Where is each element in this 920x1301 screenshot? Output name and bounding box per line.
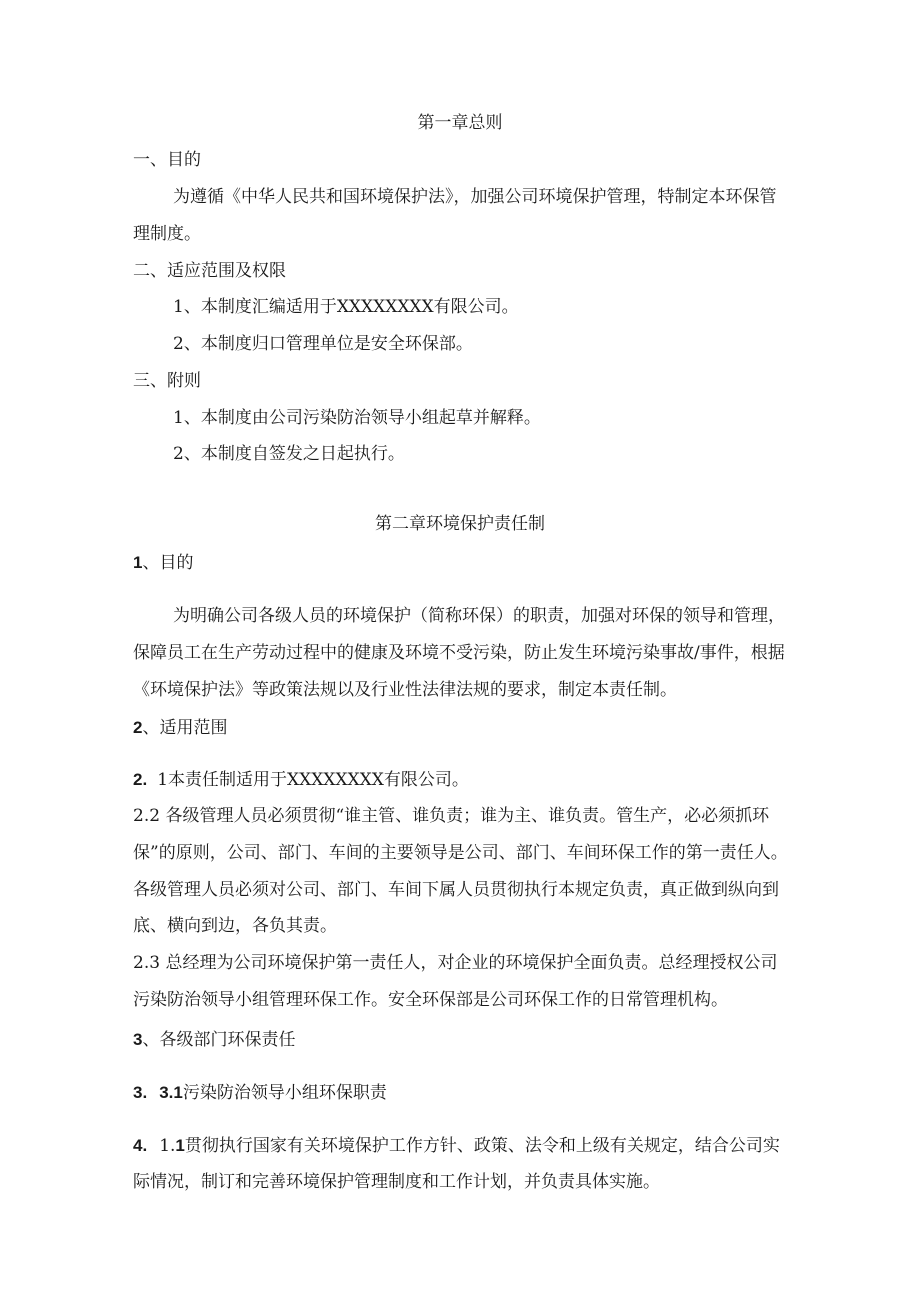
chapter2-section2-item2-line4: 底、横向到边，各负其责。 xyxy=(133,916,337,936)
chapter2-section1-paragraph-line3: 《环境保护法》等政策法规以及行业性法律法规的要求，制定本责任制。 xyxy=(133,680,677,700)
chapter2-subsection-heading xyxy=(133,1083,387,1103)
chapter2-section1-number: 1 xyxy=(133,553,143,572)
chapter2-section1-paragraph-line1: 为明确公司各级人员的环境保护（简称环保）的职责，加强对环保的领导和管理， xyxy=(173,606,785,626)
chapter2-item4-number: 4. xyxy=(133,1136,148,1155)
chapter2-section1-heading xyxy=(133,553,193,573)
chapter1-section2-item2: 2、本制度归口管理单位是安全环保部。 xyxy=(173,334,473,354)
chapter2-section2-heading-text: 、适用范围 xyxy=(142,718,228,738)
chapter2-section2-item1 xyxy=(133,770,469,790)
chapter2-title: 第二章环境保护责任制 xyxy=(375,514,545,534)
chapter2-section2-item3-line1: 2.3 总经理为公司环境保护第一责任人，对企业的环境保护全面负责。总经理授权公司 xyxy=(133,953,778,973)
chapter2-section2-number: 2 xyxy=(133,718,143,737)
chapter2-section2-item3-line2: 污染防治领导小组管理环保工作。安全环保部是公司环保工作的日常管理机构。 xyxy=(133,990,728,1010)
chapter2-section2-item2-line2: 保”的原则，公司、部门、车间的主要领导是公司、部门、车间环保工作的第一责任人。 xyxy=(133,843,788,863)
chapter1-section1-paragraph-line2: 理制度。 xyxy=(133,224,201,244)
chapter1-section1-heading: 一、目的 xyxy=(133,150,201,170)
chapter2-subsection-heading-text: 污染防治领导小组环保职责 xyxy=(182,1083,387,1103)
chapter2-item4-line2: 际情况，制订和完善环境保护管理制度和工作计划，并负责具体实施。 xyxy=(133,1172,660,1192)
chapter1-section3-heading: 三、附则 xyxy=(133,371,201,391)
chapter2-section2-heading xyxy=(133,718,227,738)
chapter2-subsection-number: 3. xyxy=(133,1083,148,1102)
chapter2-section2-item1-text: 1本责任制适用于XXXXXXXX有限公司。 xyxy=(157,770,469,790)
chapter2-section1-paragraph-line2: 保障员工在生产劳动过程中的健康及环境不受污染，防止发生环境污染事故/事件，根据 xyxy=(133,643,785,663)
chapter1-section3-item1: 1、本制度由公司污染防治领导小组起草并解释。 xyxy=(173,408,541,428)
chapter1-section2-heading: 二、适应范围及权限 xyxy=(133,261,286,281)
chapter2-section3-heading-text: 、各级部门环保责任 xyxy=(142,1030,296,1050)
chapter2-section2-item1-number: 2. xyxy=(133,770,148,789)
chapter2-section2-item2-line1: 2.2 各级管理人员必须贯彻“谁主管、谁负责；谁为主、谁负责。管生产，必必须抓环 xyxy=(133,806,770,826)
chapter2-section2-item2-line3: 各级管理人员必须对公司、部门、车间下属人员贯彻执行本规定负责，真正做到纵向到 xyxy=(133,880,779,900)
chapter2-item4-bold: 1 xyxy=(175,1136,185,1155)
chapter1-section2-item1: 1、本制度汇编适用于XXXXXXXX有限公司。 xyxy=(173,297,519,317)
chapter2-section3-heading xyxy=(133,1030,295,1050)
chapter2-item4-line1 xyxy=(133,1136,780,1156)
chapter1-section3-item2: 2、本制度自签发之日起执行。 xyxy=(173,444,405,464)
chapter2-subsection-bold-number: 3.1 xyxy=(159,1083,183,1102)
chapter2-section1-heading-text: 、目的 xyxy=(142,553,194,573)
chapter1-section1-paragraph-line1: 为遵循《中华人民共和国环境保护法》，加强公司环境保护管理，特制定本环保管 xyxy=(173,187,777,207)
chapter2-item4-text: 贯彻执行国家有关环境保护工作方针、政策、法令和上级有关规定，结合公司实 xyxy=(184,1136,780,1156)
chapter1-title: 第一章总则 xyxy=(417,113,503,133)
chapter2-section3-number: 3 xyxy=(133,1030,143,1049)
chapter2-item4-prefix: 1. xyxy=(159,1136,176,1156)
